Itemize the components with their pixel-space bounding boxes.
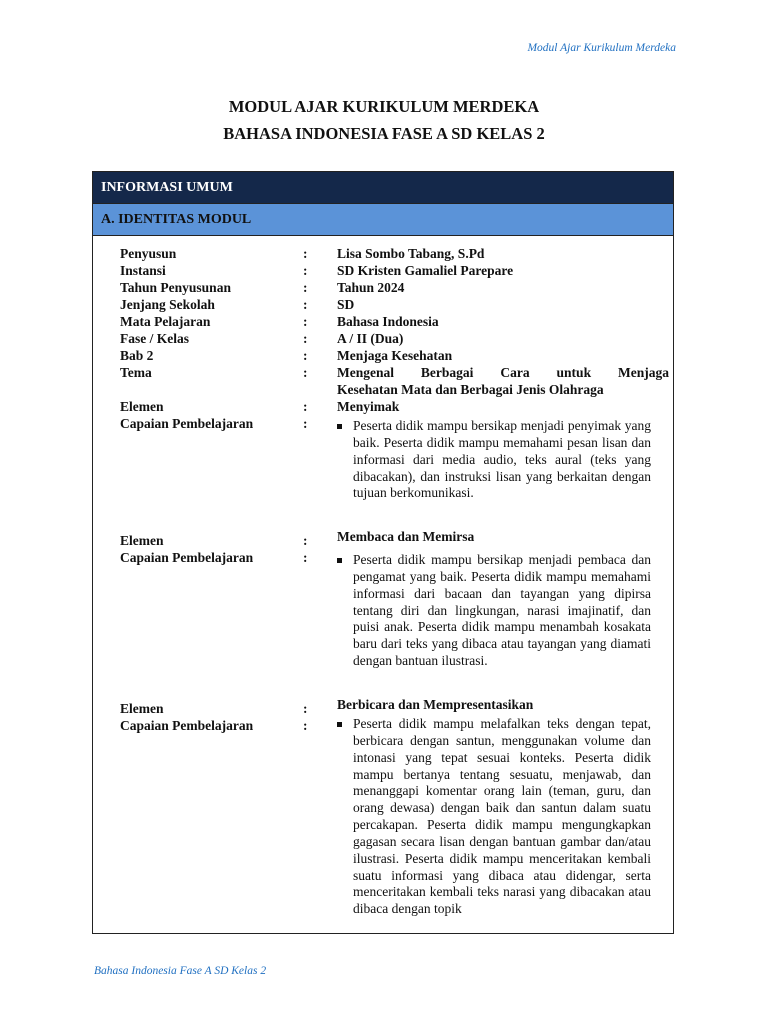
row-colon: : bbox=[303, 533, 308, 548]
section-general-info: INFORMASI UMUM bbox=[93, 172, 673, 204]
row-colon: : bbox=[303, 365, 308, 380]
row-value: Bahasa Indonesia bbox=[337, 314, 439, 329]
cp-label: Capaian Pembelajaran bbox=[120, 416, 254, 431]
theme-line-2: Kesehatan Mata dan Berbagai Jenis Olahraga bbox=[337, 382, 604, 397]
row-value: A / II (Dua) bbox=[337, 331, 404, 346]
cp-label: Capaian Pembelajaran bbox=[120, 718, 254, 733]
bullet-square-icon bbox=[337, 558, 342, 563]
row-colon: : bbox=[303, 550, 308, 565]
row-value: SD bbox=[337, 297, 355, 312]
row-label: Tema bbox=[120, 365, 152, 380]
row-value: Menjaga Kesehatan bbox=[337, 348, 453, 363]
title-line-1: MODUL AJAR KURIKULUM MERDEKA bbox=[228, 97, 540, 116]
row-colon: : bbox=[303, 416, 308, 431]
element-label: Elemen bbox=[120, 399, 164, 414]
row-colon: : bbox=[303, 701, 308, 716]
element-value: Berbicara dan Mempresentasikan bbox=[337, 697, 534, 712]
row-colon: : bbox=[303, 280, 308, 295]
row-colon: : bbox=[303, 314, 308, 329]
row-label: Penyusun bbox=[120, 246, 177, 261]
title-line-2: BAHASA INDONESIA FASE A SD KELAS 2 bbox=[223, 124, 545, 143]
row-colon: : bbox=[303, 246, 308, 261]
row-label: Bab 2 bbox=[120, 348, 154, 363]
cp-bullet-1 bbox=[337, 418, 651, 502]
running-footer: Bahasa Indonesia Fase A SD Kelas 2 bbox=[94, 965, 267, 977]
row-colon: : bbox=[303, 331, 308, 346]
row-label: Jenjang Sekolah bbox=[120, 297, 215, 312]
row-value: SD Kristen Gamaliel Parepare bbox=[337, 263, 514, 278]
row-value bbox=[337, 364, 669, 398]
element-label: Elemen bbox=[120, 533, 164, 548]
row-colon: : bbox=[303, 718, 308, 733]
bullet-square-icon bbox=[337, 424, 342, 429]
element-value: Menyimak bbox=[337, 399, 400, 414]
row-label: Tahun Penyusunan bbox=[120, 280, 231, 295]
element-value: Membaca dan Memirsa bbox=[337, 529, 475, 544]
row-colon: : bbox=[303, 263, 308, 278]
row-label: Fase / Kelas bbox=[120, 331, 189, 346]
row-colon: : bbox=[303, 399, 308, 414]
cp-bullet-3 bbox=[337, 716, 651, 918]
row-value: Lisa Sombo Tabang, S.Pd bbox=[337, 246, 485, 261]
cp-bullet-2 bbox=[337, 552, 651, 670]
cp-label: Capaian Pembelajaran bbox=[120, 550, 254, 565]
row-label: Mata Pelajaran bbox=[120, 314, 211, 329]
document-title bbox=[0, 93, 768, 147]
cp-text: Peserta didik mampu melafalkan teks dengan tepat, berbicara dengan santun, menggunakan volume dan intonasi yang tepat sesuai konteks. Peserta didik mampu bertanya tentang sesuatu, menjawab, dan menanggapi komentar orang lain (teman, guru, dan orang dewasa) dengan baik dan santun dalam suatu percakapan. Peserta didik mampu mengungkapkan gagasan secara lisan dengan bantuan gambar dan/atau ilustrasi. Peserta didik mampu menceritakan kembali suatu informasi yang dibaca atau didengar, serta menceritakan kembali teks narasi yang dibacakan atau dibaca dengan topik bbox=[353, 716, 651, 917]
row-label: Instansi bbox=[120, 263, 166, 278]
module-info-table bbox=[92, 171, 674, 934]
cp-text: Peserta didik mampu bersikap menjadi penyimak yang baik. Peserta didik mampu memahami pesan lisan dan informasi dari media audio, teks aural (teks yang dibacakan), dan instruksi lisan yang berkaitan dengan tujuan berkomunikasi. bbox=[353, 418, 651, 501]
row-colon: : bbox=[303, 348, 308, 363]
running-header: Modul Ajar Kurikulum Merdeka bbox=[527, 42, 676, 54]
row-colon: : bbox=[303, 297, 308, 312]
theme-line-1: Mengenal Berbagai Cara untuk Menjaga bbox=[337, 365, 669, 380]
section-module-identity: A. IDENTITAS MODUL bbox=[93, 204, 673, 236]
row-value: Tahun 2024 bbox=[337, 280, 405, 295]
cp-text: Peserta didik mampu bersikap menjadi pembaca dan pengamat yang baik. Peserta didik mampu memahami informasi dari bacaan dan tayangan yang dipirsa tentang diri dan lingkungan, narasi imajinatif, dan puisi anak. Peserta didik mampu menambah kosakata baru dari teks yang dibaca atau tayangan yang diamati dengan bantuan ilustrasi. bbox=[353, 552, 651, 669]
bullet-square-icon bbox=[337, 722, 342, 727]
element-label: Elemen bbox=[120, 701, 164, 716]
